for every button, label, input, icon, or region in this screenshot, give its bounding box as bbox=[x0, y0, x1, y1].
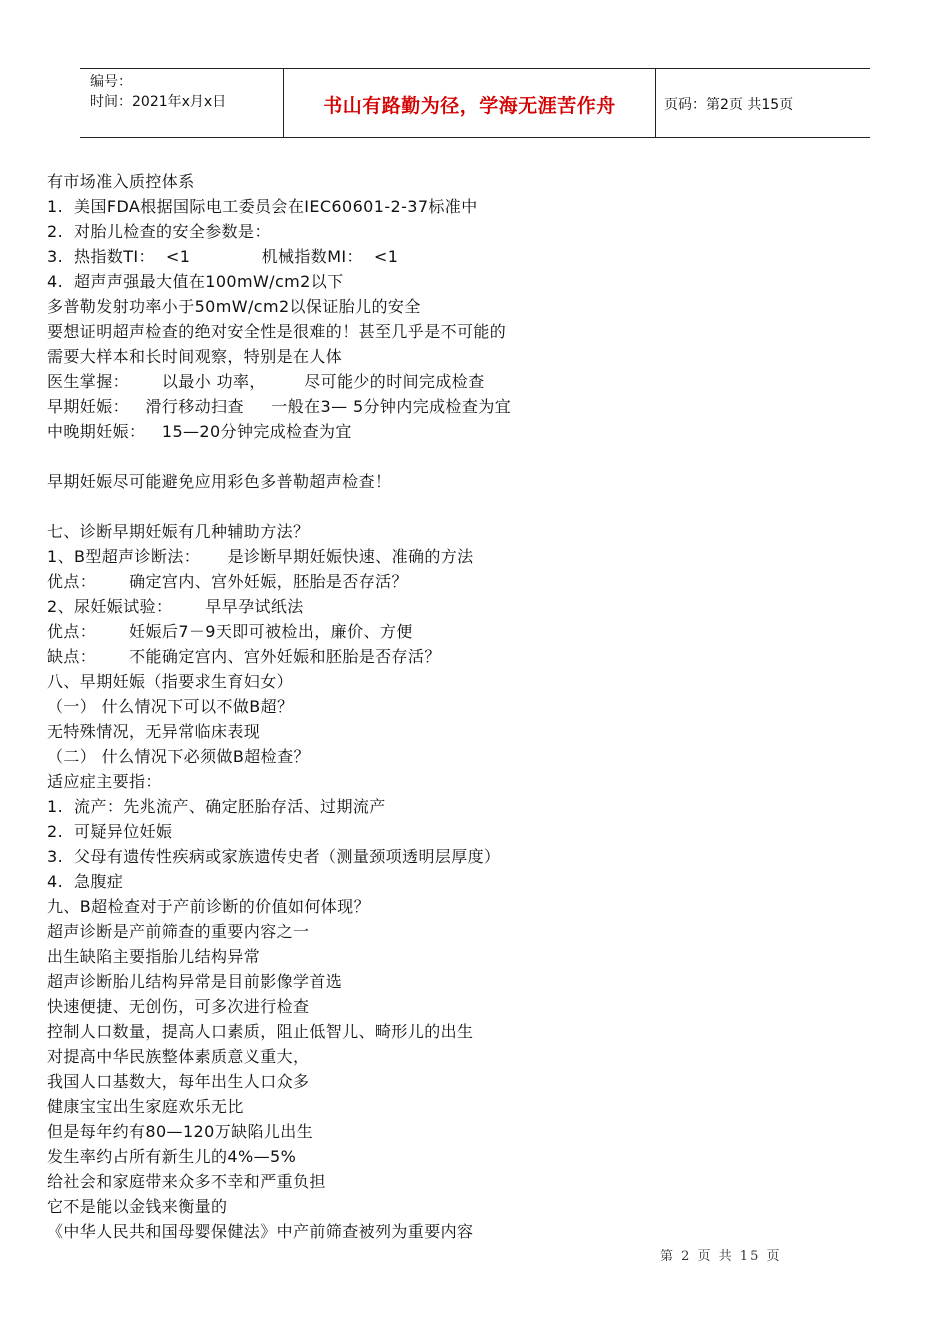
text-line: 它不是能以金钱来衡量的 bbox=[47, 1197, 228, 1216]
text-line: 早期妊娠： 滑行移动扫查 一般在3— 5分钟内完成检查为宜 bbox=[47, 397, 512, 416]
text-line: 2. 对胎儿检查的安全参数是： bbox=[47, 222, 271, 241]
text-line: 发生率约占所有新生儿的4%—5% bbox=[47, 1147, 297, 1166]
text-line: 无特殊情况，无异常临床表现 bbox=[47, 722, 261, 741]
text-line: 4. 超声声强最大值在100mW/cm2以下 bbox=[47, 272, 344, 291]
text-line: 优点： 确定宫内、宫外妊娠，胚胎是否存活？ bbox=[47, 572, 408, 591]
text-line: （一） 什么情况下可以不做B超？ bbox=[47, 697, 294, 716]
text-line: 对提高中华民族整体素质意义重大， bbox=[47, 1047, 310, 1066]
header-page-info: 页码：第2页 共15页 bbox=[664, 97, 794, 113]
text-line: 快速便捷、无创伤，可多次进行检查 bbox=[47, 997, 310, 1016]
blank-line bbox=[47, 444, 907, 469]
text-line: 出生缺陷主要指胎儿结构异常 bbox=[47, 947, 261, 966]
text-line: 八、早期妊娠（指要求生育妇女） bbox=[47, 672, 294, 691]
text-line: 3. 热指数TI： <1 机械指数MI： <1 bbox=[47, 247, 399, 266]
text-line: 七、诊断早期妊娠有几种辅助方法？ bbox=[47, 522, 310, 541]
text-line: 缺点： 不能确定宫内、宫外妊娠和胚胎是否存活？ bbox=[47, 647, 441, 666]
text-line: 多普勒发射功率小于50mW/cm2以保证胎儿的安全 bbox=[47, 297, 421, 316]
text-line: 给社会和家庭带来众多不幸和严重负担 bbox=[47, 1172, 326, 1191]
text-line: 中晚期妊娠： 15—20分钟完成检查为宜 bbox=[47, 422, 352, 441]
text-line: 需要大样本和长时间观察，特别是在人体 bbox=[47, 347, 343, 366]
page-footer: 第 2 页 共 15 页 bbox=[660, 1249, 782, 1264]
text-line: 2、尿妊娠试验： 早早孕试纸法 bbox=[47, 597, 304, 616]
blank-line bbox=[47, 494, 907, 519]
text-line: 1. 美国FDA根据国际电工委员会在IEC60601-2-37标准中 bbox=[47, 197, 478, 216]
text-line: 1. 流产：先兆流产、确定胚胎存活、过期流产 bbox=[47, 797, 386, 816]
text-line: 要想证明超声检查的绝对安全性是很难的！甚至几乎是不可能的 bbox=[47, 322, 507, 341]
text-line: 优点： 妊娠后7－9天即可被检出，廉价、方便 bbox=[47, 622, 413, 641]
page-header bbox=[80, 68, 870, 138]
text-line: 控制人口数量，提高人口素质，阻止低智儿、畸形儿的出生 bbox=[47, 1022, 474, 1041]
document-body bbox=[47, 169, 907, 1244]
text-line: 《中华人民共和国母婴保健法》中产前筛查被列为重要内容 bbox=[47, 1222, 474, 1241]
text-line: 超声诊断胎儿结构异常是目前影像学首选 bbox=[47, 972, 343, 991]
document-date-label: 时间：2021年x月x日 bbox=[90, 94, 227, 110]
text-line: 有市场准入质控体系 bbox=[47, 172, 195, 191]
text-line: 健康宝宝出生家庭欢乐无比 bbox=[47, 1097, 244, 1116]
text-line: 超声诊断是产前筛查的重要内容之一 bbox=[47, 922, 310, 941]
header-meta bbox=[90, 72, 280, 112]
text-line: 九、B超检查对于产前诊断的价值如何体现？ bbox=[47, 897, 370, 916]
text-line: 3. 父母有遗传性疾病或家族遗传史者（测量颈项透明层厚度） bbox=[47, 847, 501, 866]
text-line: 4. 急腹症 bbox=[47, 872, 124, 891]
document-number-label: 编号： bbox=[90, 74, 132, 90]
header-motto: 书山有路勤为径，学海无涯苦作舟 bbox=[323, 95, 616, 117]
text-line: 1、B型超声诊断法： 是诊断早期妊娠快速、准确的方法 bbox=[47, 547, 474, 566]
text-line: 2. 可疑异位妊娠 bbox=[47, 822, 173, 841]
text-line: 我国人口基数大，每年出生人口众多 bbox=[47, 1072, 310, 1091]
text-line: 医生掌握： 以最小 功率， 尽可能少的时间完成检查 bbox=[47, 372, 485, 391]
text-line: 但是每年约有80—120万缺陷儿出生 bbox=[47, 1122, 314, 1141]
text-line: （二） 什么情况下必须做B超检查？ bbox=[47, 747, 310, 766]
text-line: 适应症主要指： bbox=[47, 772, 162, 791]
header-divider bbox=[655, 69, 656, 137]
text-line: 早期妊娠尽可能避免应用彩色多普勒超声检查！ bbox=[47, 472, 392, 491]
